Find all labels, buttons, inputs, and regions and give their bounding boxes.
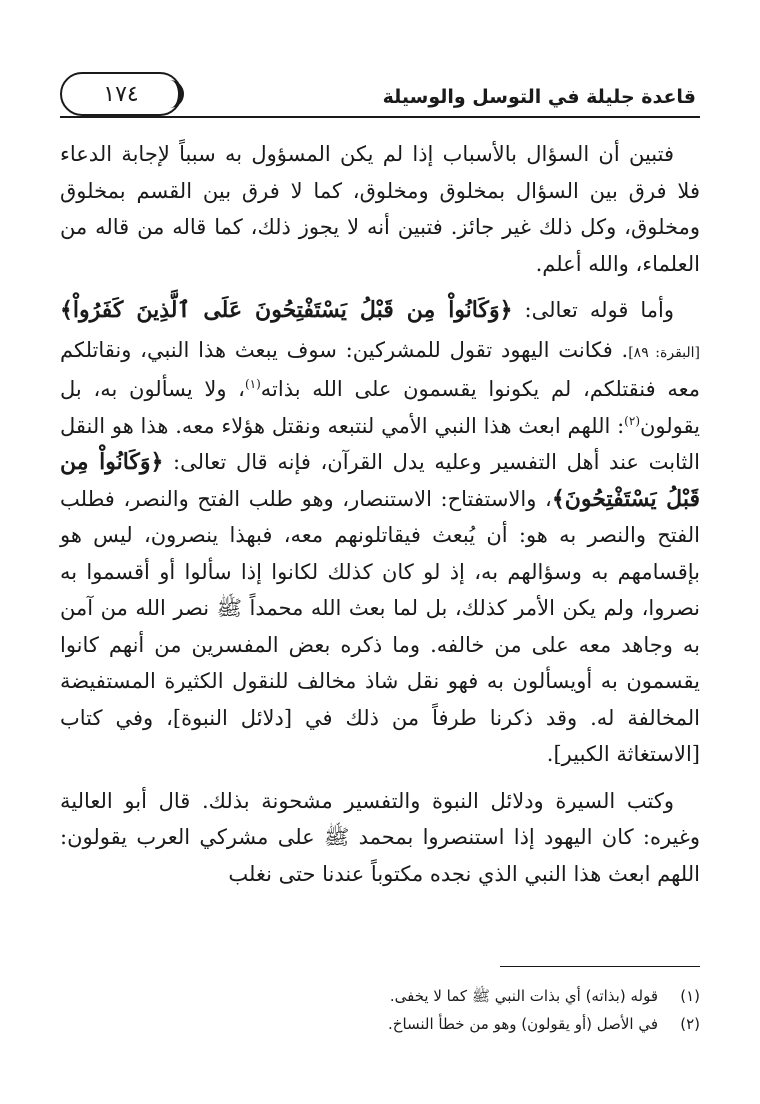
- surah-reference: [البقرة: ٨٩]: [628, 344, 700, 361]
- footnotes: [60, 982, 700, 1038]
- paragraph-2-part-a: . فكانت اليهود تقول للمشركين: سوف يبعث هذا النبي، ونقاتلكم معه فنقتلكم، لم يكونوا يقسمون على الله بذاته: [60, 337, 701, 401]
- quran-verse-2: ﴿وَكَانُواْ مِن قَبْلُ يَسْتَفْتِحُونَ﴾: [60, 449, 700, 512]
- paragraph-3: وكتب السيرة ودلائل النبوة والتفسير مشحونة بذلك. قال أبو العالية وغيره: كان اليهود إذا استنصروا بمحمد ﷺ على مشركي العرب يقولون: اللهم ابعث هذا النبي الذي نجده مكتوباً عندنا حتى نغلب: [60, 788, 700, 886]
- paragraph-2-intro: وأما قوله تعالى:: [512, 298, 674, 322]
- page-number-frame: [60, 72, 182, 116]
- footnote-2: [60, 1010, 700, 1038]
- page-header: [60, 72, 700, 116]
- footnote-number: (٢): [680, 1015, 700, 1033]
- paragraph-2-part-b: ، ولا يسألون به، بل يقولون: [60, 377, 700, 438]
- footnote-text: في الأصل (أو يقولون) وهو من خطأ النساخ.: [388, 1015, 658, 1033]
- quran-verse-1: ﴿وَكَانُواْ مِن قَبْلُ يَسْتَفْتِحُونَ عَلَى ٱلَّذِينَ كَفَرُواْ﴾: [60, 297, 513, 323]
- paragraph-2-part-d: ، والاستفتاح: الاستنصار، وهو طلب الفتح والنصر، فطلب الفتح والنصر به هو: أن يُبعث فيقاتلونهم معه، فبهذا ينصرون، ليس هو بإقسامهم به وسؤالهم به، إذ لو كان كذلك لكانوا إذا سألوا أو أقسموا به نصروا، ولم يكن الأمر كذلك، بل لما بعث الله محمداً ﷺ نصر الله من آمن به وجاهد معه على من خالفه. وما ذكره بعض المفسرين من أنهم كانوا يقسمون به أويسألون به فهو نقل شاذ مخالف للنقول الكثيرة المستفيضة المخالفة له. وقد ذكرنا طرفاً من ذلك في [دلائل النبوة]، وفي كتاب [الاستغاثة الكبير].: [60, 486, 700, 766]
- paragraph-1: فتبين أن السؤال بالأسباب إذا لم يكن المسؤول به سبباً لإجابة الدعاء فلا فرق بين السؤال بمخلوق ومخلوق، كما لا فرق بين القسم بمخلوق ومخلوق، وكل ذلك غير جائز. فتبين أنه لا يجوز ذلك، كما قاله من قاله من العلماء، والله أعلم.: [60, 142, 700, 276]
- footnote-text: قوله (بذاته) أي بذات النبي ﷺ كما لا يخفى.: [389, 987, 658, 1005]
- running-title: قاعدة جليلة في التوسل والوسيلة: [382, 86, 696, 108]
- header-rule: [60, 116, 700, 118]
- paragraph-2-part-c: : اللهم ابعث هذا النبي الأمي لنتبعه ونقتل هؤلاء معه. هذا هو النقل الثابت عند أهل التفسير وعليه يدل القرآن، فإنه قال تعالى:: [60, 413, 701, 474]
- footnote-number: (١): [680, 987, 700, 1005]
- page-number: ١٧٤: [103, 81, 139, 107]
- footnote-separator: [500, 966, 700, 967]
- footnote-1: [60, 982, 700, 1010]
- footnote-marker-1[interactable]: (١): [244, 377, 261, 391]
- footnote-marker-2[interactable]: (٢): [624, 413, 640, 428]
- paragraph-2: [60, 292, 700, 773]
- main-text: [60, 136, 700, 892]
